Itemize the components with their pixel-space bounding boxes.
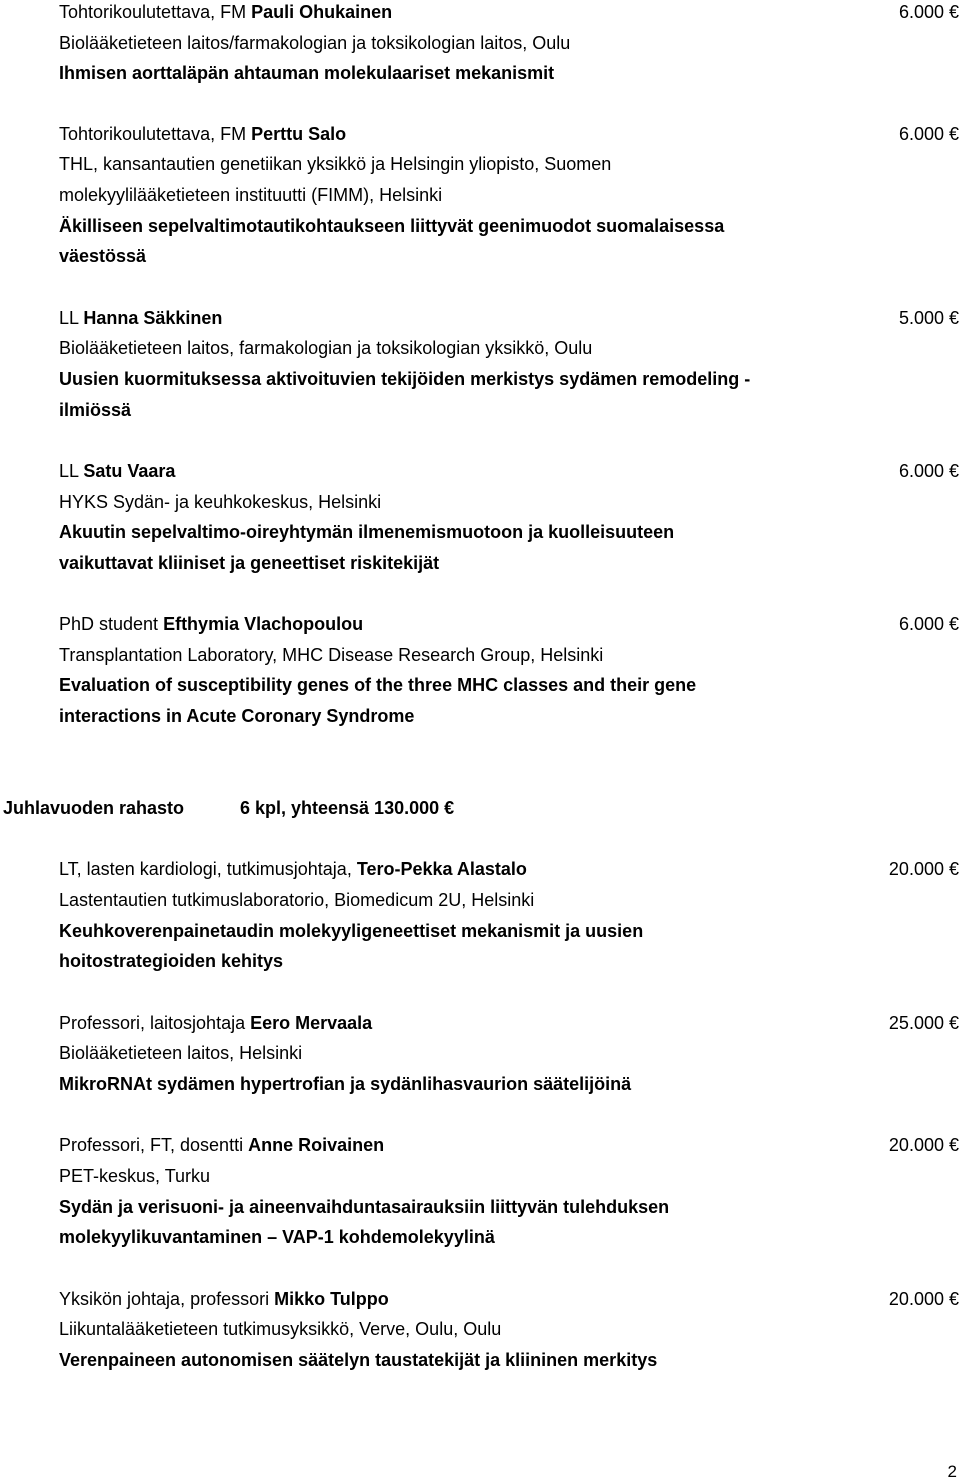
project-title-line: Keuhkoverenpainetaudin molekyyligeneettiset mekanismit ja uusien <box>59 921 644 941</box>
recipient-title: PhD student <box>59 614 164 634</box>
grant-amount: 25.000 € <box>888 1013 959 1033</box>
recipient-line <box>59 1 392 23</box>
recipient-line <box>59 123 346 145</box>
project-title-line: Äkilliseen sepelvaltimotautikohtaukseen liittyvät geenimuodot suomalaisessa <box>59 216 725 236</box>
recipient-title: LT, lasten kardiologi, tutkimusjohtaja, <box>59 859 357 879</box>
project-title-line: Uusien kuormituksessa aktivoituvien tekijöiden merkistys sydämen remodeling - <box>59 369 751 389</box>
recipient-line <box>59 858 527 880</box>
recipient-name: Efthymia Vlachopoulou <box>163 614 364 634</box>
recipient-line <box>59 1134 384 1156</box>
recipient-name: Pauli Ohukainen <box>251 2 393 22</box>
recipient-name: Eero Mervaala <box>250 1013 373 1033</box>
recipient-title: Tohtorikoulutettava, FM <box>59 124 252 144</box>
recipient-title: Tohtorikoulutettava, FM <box>59 2 252 22</box>
project-title-line: molekyylikuvantaminen – VAP-1 kohdemolekyylinä <box>59 1227 495 1247</box>
grant-amount: 6.000 € <box>898 461 959 481</box>
recipient-line <box>59 460 175 482</box>
section-title: Juhlavuoden rahasto <box>3 798 185 818</box>
project-title-line: Evaluation of susceptibility genes of the three MHC classes and their gene <box>59 675 697 695</box>
project-title-line: Verenpaineen autonomisen säätelyn taustatekijät ja kliininen merkitys <box>59 1350 658 1370</box>
recipient-name: Perttu Salo <box>251 124 347 144</box>
affiliation-line: Biolääketieteen laitos, farmakologian ja toksikologian yksikkö, Oulu <box>59 338 593 358</box>
recipient-title: LL <box>59 308 84 328</box>
project-title-line: ilmiössä <box>59 400 132 420</box>
grant-amount: 6.000 € <box>898 2 959 22</box>
project-title-line: vaikuttavat kliiniset ja geneettiset riskitekijät <box>59 553 440 573</box>
grant-amount: 6.000 € <box>898 614 959 634</box>
project-title-line: interactions in Acute Coronary Syndrome <box>59 706 415 726</box>
affiliation-line: Biolääketieteen laitos/farmakologian ja toksikologian laitos, Oulu <box>59 33 571 53</box>
project-title-line: hoitostrategioiden kehitys <box>59 951 284 971</box>
recipient-name: Tero-Pekka Alastalo <box>356 859 527 879</box>
recipient-title: LL <box>59 461 84 481</box>
recipient-title: Professori, laitosjohtaja <box>59 1013 251 1033</box>
grant-amount: 20.000 € <box>888 1135 959 1155</box>
grant-amount: 6.000 € <box>898 124 959 144</box>
recipient-line <box>59 307 222 329</box>
recipient-line <box>59 613 363 635</box>
recipient-line <box>59 1012 372 1034</box>
recipient-title: Yksikön johtaja, professori <box>59 1289 275 1309</box>
affiliation-line: Lastentautien tutkimuslaboratorio, Biomedicum 2U, Helsinki <box>59 890 535 910</box>
affiliation-line: HYKS Sydän- ja keuhkokeskus, Helsinki <box>59 492 382 512</box>
grant-amount: 20.000 € <box>888 1289 959 1309</box>
grant-amount: 20.000 € <box>888 859 959 879</box>
affiliation-line: Biolääketieteen laitos, Helsinki <box>59 1043 303 1063</box>
grant-amount: 5.000 € <box>898 308 959 328</box>
affiliation-line: PET-keskus, Turku <box>59 1166 211 1186</box>
recipient-name: Hanna Säkkinen <box>83 308 223 328</box>
affiliation-line: molekyylilääketieteen instituutti (FIMM), Helsinki <box>59 185 443 205</box>
project-title-line: Ihmisen aorttaläpän ahtauman molekulaariset mekanismit <box>59 63 555 83</box>
project-title-line: Akuutin sepelvaltimo-oireyhtymän ilmenemismuotoon ja kuolleisuuteen <box>59 522 675 542</box>
page-number: 2 <box>947 1462 957 1481</box>
project-title-line: Sydän ja verisuoni- ja aineenvaihduntasairauksiin liittyvän tulehduksen <box>59 1197 670 1217</box>
recipient-name: Anne Roivainen <box>248 1135 385 1155</box>
recipient-line <box>59 1288 389 1310</box>
affiliation-line: Liikuntalääketieteen tutkimusyksikkö, Verve, Oulu, Oulu <box>59 1319 502 1339</box>
project-title-line: MikroRNAt sydämen hypertrofian ja sydänlihasvaurion säätelijöinä <box>59 1074 632 1094</box>
recipient-name: Mikko Tulppo <box>274 1289 389 1309</box>
project-title-line: väestössä <box>59 246 147 266</box>
section-summary: 6 kpl, yhteensä 130.000 € <box>240 798 455 818</box>
recipient-title: Professori, FT, dosentti <box>59 1135 249 1155</box>
recipient-name: Satu Vaara <box>83 461 176 481</box>
affiliation-line: THL, kansantautien genetiikan yksikkö ja Helsingin yliopisto, Suomen <box>59 154 612 174</box>
affiliation-line: Transplantation Laboratory, MHC Disease Research Group, Helsinki <box>59 645 604 665</box>
